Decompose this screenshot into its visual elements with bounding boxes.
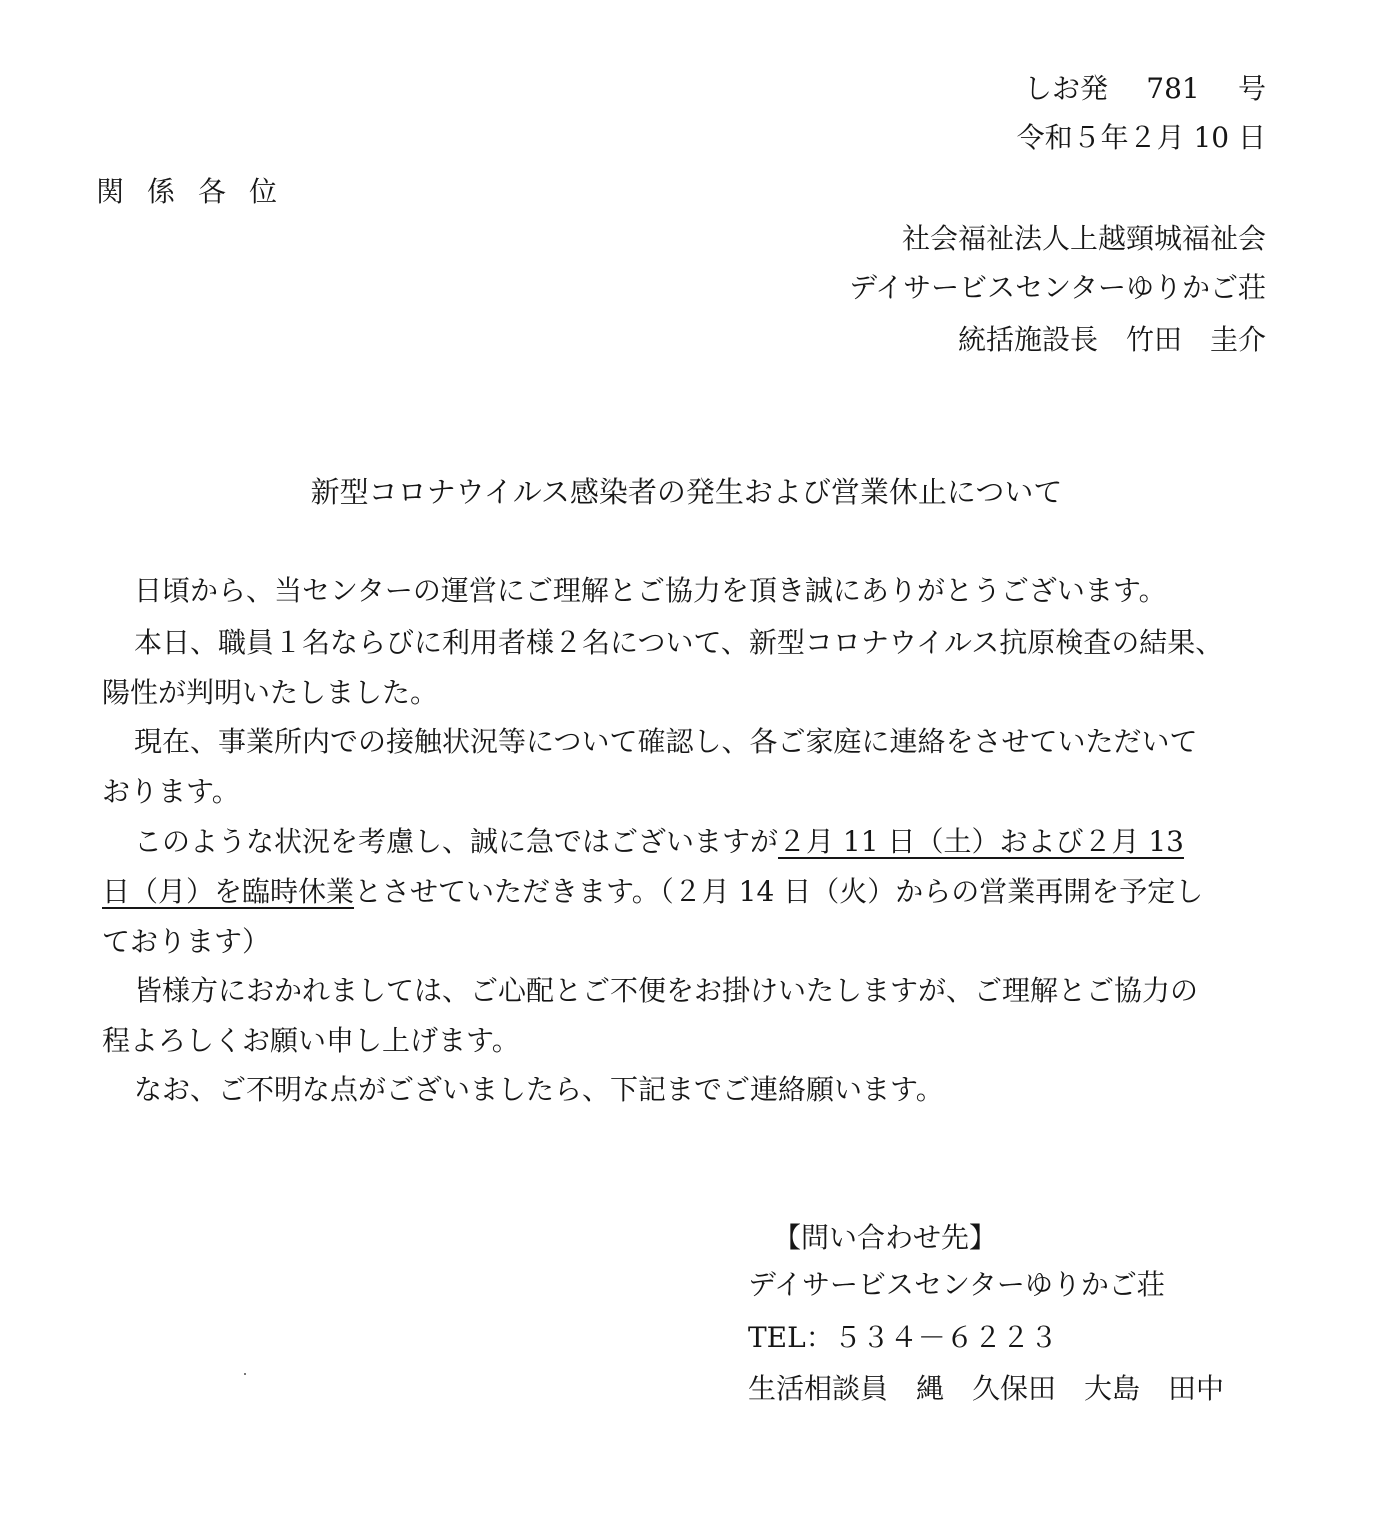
body-paragraph-3-line-1: 現在、事業所内での接触状況等について確認し、各ご家庭に連絡をさせていただいて <box>134 725 1198 758</box>
body-paragraph-5-line-1: 皆様方におかれましては、ご心配とご不便をお掛けいたしますが、ご理解とご協力の <box>134 974 1199 1007</box>
sender-facility: デイサービスセンターゆりかご荘 <box>849 271 1266 304</box>
body-paragraph-4-line-2 <box>102 875 1204 908</box>
body-paragraph-6: なお、ご不明な点がございましたら、下記までご連絡願います。 <box>134 1073 944 1106</box>
addressee: 関係各位 <box>96 175 301 208</box>
contact-heading: 【問い合わせ先】 <box>773 1221 998 1254</box>
body-paragraph-4-text: このような状況を考慮し、誠に急ではございますが <box>134 825 779 858</box>
document-number-value: 781 <box>1146 72 1200 105</box>
body-paragraph-4-line-1 <box>102 825 1184 858</box>
contact-phone: TEL：５３４－６２２３ <box>748 1321 1058 1354</box>
body-paragraph-4-text-continued: とさせていただきます。（２月 14 日（火）からの営業再開を予定し <box>354 875 1204 908</box>
closure-dates-underlined-continued: 日（月）を臨時休業 <box>102 875 355 908</box>
body-paragraph-1: 日頃から、当センターの運営にご理解とご協力を頂き誠にありがとうございます。 <box>134 574 1167 607</box>
sender-organization: 社会福祉法人上越頸城福祉会 <box>901 222 1266 255</box>
contact-facility: デイサービスセンターゆりかご荘 <box>748 1268 1165 1301</box>
body-paragraph-4-line-3: ております） <box>102 925 271 958</box>
document-title: 新型コロナウイルス感染者の発生および営業休止について <box>310 475 1063 509</box>
body-paragraph-2-line-2: 陽性が判明いたしました。 <box>102 676 439 709</box>
document-number-suffix: 号 <box>1237 72 1266 105</box>
sender-title-name: 統括施設長 竹田 圭介 <box>957 323 1266 356</box>
document-date: 令和５年２月 10 日 <box>1016 121 1266 154</box>
contact-staff: 生活相談員 縄 久保田 大島 田中 <box>748 1372 1225 1405</box>
body-paragraph-3-line-2: おります。 <box>102 775 240 808</box>
document-number-prefix: しお発 <box>1023 72 1108 105</box>
closure-dates-underlined: ２月 11 日（土）および２月 13 <box>778 825 1184 858</box>
body-paragraph-5-line-2: 程よろしくお願い申し上げます。 <box>102 1024 520 1057</box>
body-paragraph-2-line-1: 本日、職員１名ならびに利用者様２名について、新型コロナウイルス抗原検査の結果、 <box>134 626 1224 659</box>
scan-speck <box>244 1373 246 1375</box>
document-number <box>1023 72 1266 105</box>
